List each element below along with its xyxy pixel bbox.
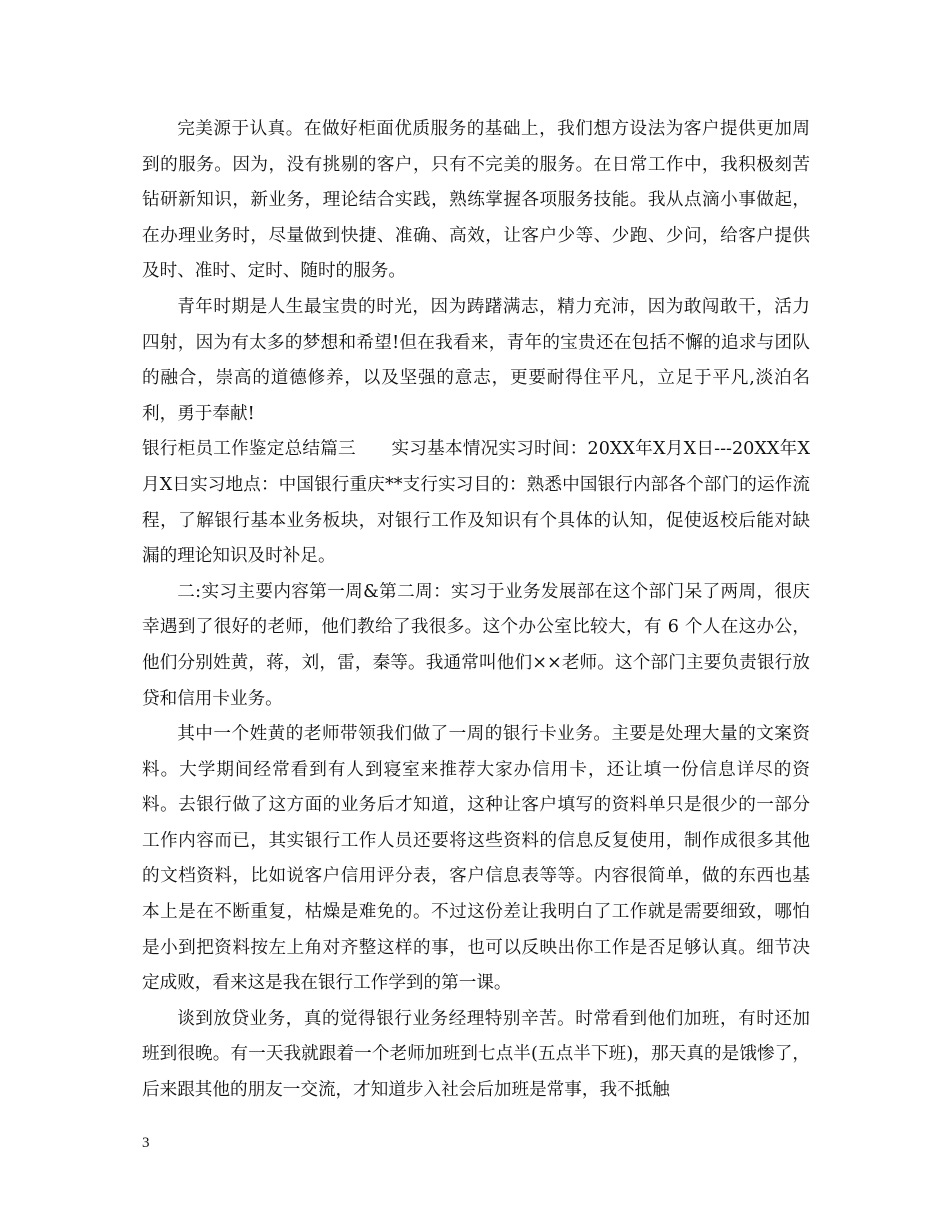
paragraph-1: 完美源于认真。在做好柜面优质服务的基础上，我们想方设法为客户提供更加周到的服务。因为，没有挑剔的客户，只有不完美的服务。在日常工作中，我积极刻苦钻研新知识，新业务，理论结合实践，熟练掌握各项服务技能。我从点滴小事做起，在办理业务时，尽量做到快捷、准确、高效，让客户少等、少跑、少问，给客户提供及时、准时、定时、随时的服务。	[142, 119, 810, 282]
document-body	[142, 112, 810, 1109]
paragraph-5: 其中一个姓黄的老师带领我们做了一周的银行卡业务。主要是处理大量的文案资料。大学期间经常看到有人到寝室来推荐大家办信用卡，还让填一份信息详尽的资料。去银行做了这方面的业务后才知道，这种让客户填写的资料单只是很少的一部分工作内容而已，其实银行工作人员还要将这些资料的信息反复使用，制作成很多其他的文档资料，比如说客户信用评分表，客户信息表等等。内容很简单，做的东西也基本上是在不断重复，枯燥是难免的。不过这份差让我明白了工作就是需要细致，哪怕是小到把资料按左上角对齐整这样的事，也可以反映出你工作是否足够认真。细节决定成败，看来这是我在银行工作学到的第一课。	[142, 724, 810, 994]
paragraph-2: 青年时期是人生最宝贵的时光，因为踌躇满志，精力充沛，因为敢闯敢干，活力四射，因为有太多的梦想和希望!但在我看来，青年的宝贵还在包括不懈的追求与团队的融合，崇高的道德修养，以及坚强的意志，更要耐得住平凡，立足于平凡,淡泊名利，勇于奉献!	[142, 296, 810, 424]
paragraph-3: 银行柜员工作鉴定总结篇三 实习基本情况实习时间：20XX年X月X日---20XX年X月X日实习地点：中国银行重庆**支行实习目的：熟悉中国银行内部各个部门的运作流程，了解银行基本业务板块，对银行工作及知识有个具体的认知，促使返校后能对缺漏的理论知识及时补足。	[142, 439, 810, 567]
paragraph-4: 二:实习主要内容第一周&第二周：实习于业务发展部在这个部门呆了两周，很庆幸遇到了很好的老师，他们教给了我很多。这个办公室比较大，有 6 个人在这办公，他们分别姓黄，蒋，刘，雷，秦等。我通常叫他们××老师。这个部门主要负责银行放贷和信用卡业务。	[142, 581, 810, 709]
paragraph-6: 谈到放贷业务，真的觉得银行业务经理特别辛苦。时常看到他们加班，有时还加班到很晚。有一天我就跟着一个老师加班到七点半(五点半下班)，那天真的是饿惨了，后来跟其他的朋友一交流，才知道步入社会后加班是常事，我不抵触	[142, 1008, 810, 1101]
page-number: 3	[142, 1135, 150, 1151]
